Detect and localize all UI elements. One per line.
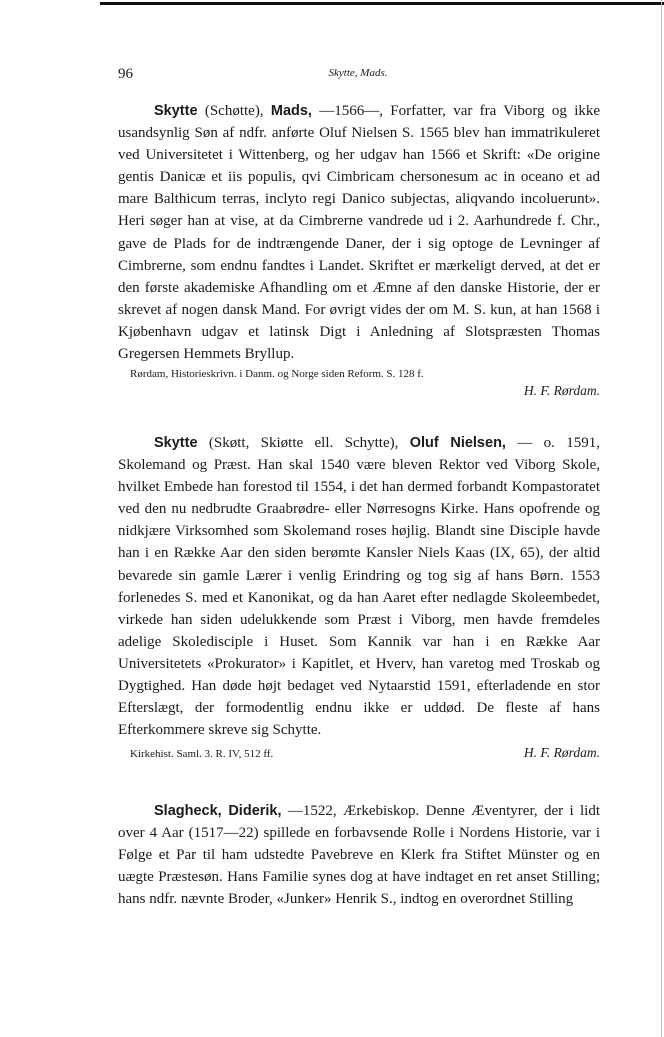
entry-skytte-mads bbox=[118, 100, 600, 401]
entry-author: H. F. Rørdam. bbox=[523, 383, 600, 399]
entry-author: H. F. Rørdam. bbox=[523, 745, 600, 761]
entry-name: Slagheck, Diderik, bbox=[154, 803, 282, 819]
page-number: 96 bbox=[118, 66, 133, 82]
entry-reference: Rørdam, Historieskrivn. i Danm. og Norge siden Reform. S. 128 f. bbox=[130, 368, 424, 381]
page-edge-line bbox=[661, 0, 662, 1037]
entry-text: —1522, Ærkebiskop. Denne Æventyrer, der i lidt over 4 Aar (1517—22) spillede en forbavsende Rolle i Nordens Historie, var i Følge et Par til ham udstedte Pavebreve en Klerk fra Stiftet Münster og en uægte Præstesøn. Hans Familie synes dog at have indtaget en ret anset Stilling; hans ndfr. nævnte Broder, «Junker» Henrik S., indtog en overordnet Stilling bbox=[118, 803, 600, 908]
entry-body bbox=[118, 100, 600, 365]
entry-surname: Skytte bbox=[154, 103, 198, 119]
entry-text: —1566—, Forfatter, var fra Viborg og ikke usandsynlig Søn af ndfr. anførte Oluf Nielsen S. 1565 blev han immatrikuleret ved Universitetet i Wittenberg, og her udgav han 1566 et Skrift: «De origine gentis Danicæ et iis populis, qvi Cimbricam chersonesum ac in oceano et ad mare Balthicum terras, inclyto regi Danico subjectas, aliqvando incoluerunt». Heri søger han at vise, at da Cimbrerne vandrede ud i 2. Aarhundrede f. Chr., gave de Plads for de indtrængende Daner, der i sig optoge de Levninger af Cimbrerne, som endnu fandtes i Landet. Skriftet er mærkeligt derved, at det er den første akademiske Afhandling om et Æmne af den danske Historie, der er skrevet af nogen dansk Mand. For øvrigt vides der om M. S. kun, at han 1568 i Kjøbenhavn udgav et latinsk Digt i Anledning af Slotspræsten Thomas Gregersen Hemmets Bryllup. bbox=[118, 103, 601, 363]
entry-surname: Skytte bbox=[154, 435, 198, 451]
entry-given-name: Oluf Nielsen, bbox=[409, 435, 506, 451]
top-rule bbox=[100, 2, 664, 5]
running-head bbox=[118, 66, 598, 86]
entry-given-name: Mads, bbox=[270, 103, 312, 119]
entry-variant: (Skøtt, Skiøtte ell. Schytte), bbox=[208, 435, 399, 451]
entry-text: — o. 1591, Skolemand og Præst. Han skal 1540 være bleven Rektor ved Viborg Skole, hvilket Embede han forestod til 1554, i det han dermed forbandt Kompastoratet ved den nu nedbrudte Graabrødre- eller Nørresogns Kirke. Hans opofrende og nidkjære Virksomhed som Skolemand roses højlig. Blandt sine Disciple havde han i en Række Aar den siden berømte Kansler Niels Kaas (IX, 65), der altid bevarede sin gamle Lærer i venlig Erindring og tog sig af hans Børn. 1553 forlenedes S. med et Kanonikat, og da han Aaret efter nedlagde Skoleembedet, virkede han siden udelukkende som Præst i Viborg, men havde fremdeles adelige Skoledisciple i Huset. Som Kannik var han i en Række Aar Universitetets «Prokurator» i Kapitlet, et Hverv, han varetog med Troskab og Dygtighed. Han døde højt bedaget ved Nytaarstid 1591, efterladende en stor Efterslægt, der formodentlig endnu ikke er uddød. De fleste af hans Efterkommere skreve sig Schytte. bbox=[118, 435, 601, 739]
entry-body bbox=[118, 800, 600, 910]
entry-body bbox=[118, 432, 600, 741]
entry-slagheck-diderik bbox=[118, 800, 600, 910]
entry-skytte-oluf-nielsen bbox=[118, 432, 600, 763]
entry-reference-row bbox=[118, 743, 600, 763]
running-title: Skytte, Mads. bbox=[328, 67, 388, 79]
entry-variant: (Schøtte), bbox=[204, 103, 264, 119]
entry-reference: Kirkehist. Saml. 3. R. IV, 512 ff. bbox=[130, 748, 274, 761]
